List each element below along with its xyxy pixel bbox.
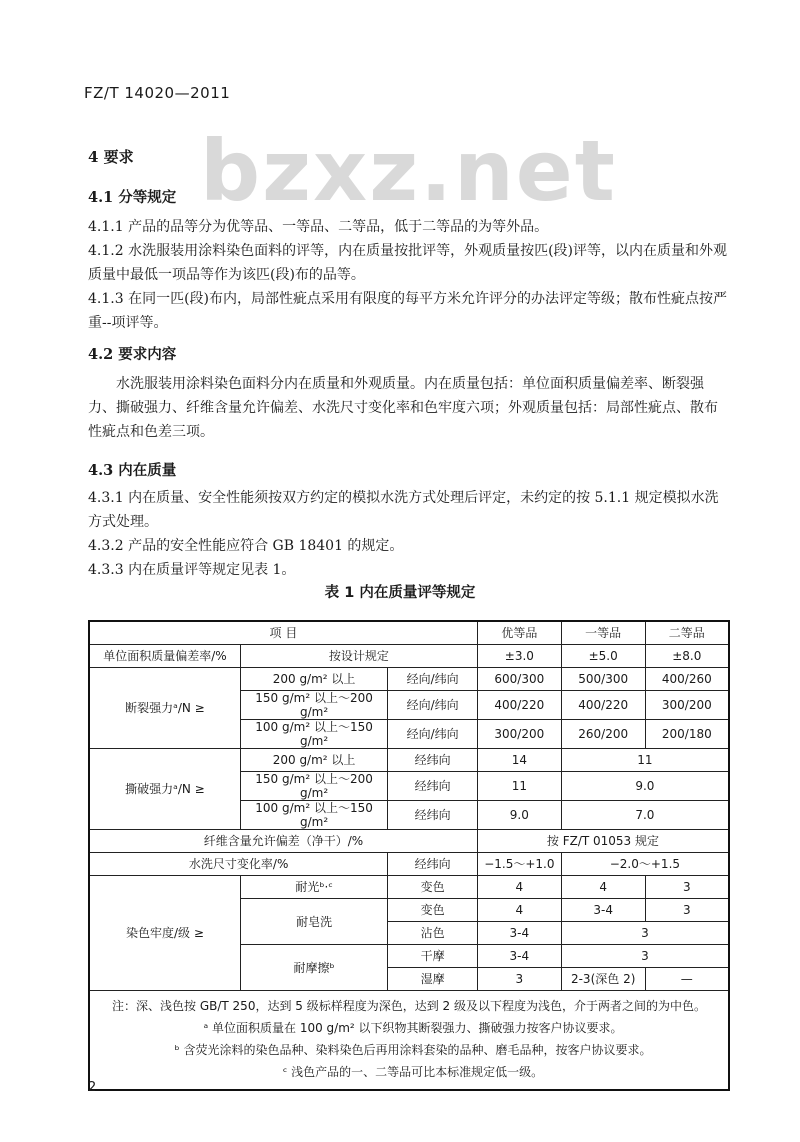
label-mass-deviation: 单位面积质量偏差率/% xyxy=(89,645,240,668)
table-row-mass xyxy=(89,645,729,668)
table-notes-row xyxy=(89,991,729,1091)
table-notes xyxy=(89,991,729,1091)
clause-4-3-2: 4.3.2 产品的安全性能应符合 GB 18401 的规定。 xyxy=(88,538,404,554)
watermark: bzxz.net xyxy=(200,122,617,220)
section-4-heading: 4 要求 xyxy=(88,148,134,166)
weight-range: 150 g/m² 以上～200 g/m² xyxy=(240,691,387,720)
table-cell: 400/220 xyxy=(561,691,645,720)
table-header-row xyxy=(89,621,729,645)
note-b: ᵇ 含荧光涂料的染色品种、染料染色后再用涂料套染的品种、磨毛品种，按客户协议要求。 xyxy=(174,1043,652,1057)
fiber-standard: 按 FZ/T 01053 规定 xyxy=(477,830,729,853)
header-grade-second: 二等品 xyxy=(645,621,729,645)
fastness-light: 耐光ᵇ·ᶜ xyxy=(240,876,387,899)
table-cell: ±3.0 xyxy=(477,645,561,668)
header-grade-first: 一等品 xyxy=(561,621,645,645)
table-cell: 3 xyxy=(645,876,729,899)
table-cell: 600/300 xyxy=(477,668,561,691)
fastness-soap: 耐皂洗 xyxy=(240,899,387,945)
table-row-break-1 xyxy=(89,668,729,691)
label-color-fastness: 染色牢度/级 ≥ xyxy=(89,876,240,991)
label-fiber-content: 纤维含量允许偏差（净干）/% xyxy=(89,830,477,853)
page-number: 2 xyxy=(88,1080,97,1095)
direction: 经向/纬向 xyxy=(388,668,478,691)
table-cell: 3-4 xyxy=(477,922,561,945)
table-cell: 2-3(深色 2) xyxy=(561,968,645,991)
table-cell: — xyxy=(645,968,729,991)
section-4-3-heading: 4.3 内在质量 xyxy=(88,462,177,479)
table-cell: 300/200 xyxy=(645,691,729,720)
table-cell: 9.0 xyxy=(477,801,561,830)
fastness-rub: 耐摩擦ᵇ xyxy=(240,945,387,991)
weight-range: 200 g/m² 以上 xyxy=(240,749,387,772)
clause-4-2: 水洗服装用涂料染色面料分内在质量和外观质量。内在质量包括：单位面积质量偏差率、断裂强力、撕破强力、纤维含量允许偏差、水洗尺寸变化率和色牢度六项；外观质量包括：局部性疵点、散布性疵点和色差三项。 xyxy=(88,376,718,440)
clause-4-3-3: 4.3.3 内在质量评等规定见表 1。 xyxy=(88,562,296,578)
note-general: 注：深、浅色按 GB/T 250，达到 5 级标样程度为深色，达到 2 级及以下程度为浅色，介于两者之间的为中色。 xyxy=(112,999,706,1013)
clause-4-1-2: 4.1.2 水洗服装用涂料染色面料的评等，内在质量按批评等，外观质量按匹(段)评等，以内在质量和外观质量中最低一项品等作为该匹(段)布的品等。 xyxy=(88,243,727,283)
fastness-type: 湿摩 xyxy=(388,968,478,991)
table-cell: 3 xyxy=(645,899,729,922)
table-cell: 9.0 xyxy=(561,772,729,801)
clause-4-1-3: 4.1.3 在同一匹(段)布内，局部性疵点采用有限度的每平方米允许评分的办法评定等级；散布性疵点按严重--项评等。 xyxy=(88,291,727,331)
table-cell: 500/300 xyxy=(561,668,645,691)
direction: 经向/纬向 xyxy=(388,720,478,749)
table-row-wash xyxy=(89,853,729,876)
fastness-type: 干摩 xyxy=(388,945,478,968)
weight-range: 200 g/m² 以上 xyxy=(240,668,387,691)
weight-range: 100 g/m² 以上～150 g/m² xyxy=(240,801,387,830)
table-caption: 表 1 内在质量评等规定 xyxy=(324,585,476,601)
table-cell: −1.5～+1.0 xyxy=(477,853,561,876)
table-cell: 260/200 xyxy=(561,720,645,749)
fastness-type: 沾色 xyxy=(388,922,478,945)
label-wash-dimension: 水洗尺寸变化率/% xyxy=(89,853,388,876)
table-cell: 200/180 xyxy=(645,720,729,749)
table-cell: 3-4 xyxy=(561,899,645,922)
table-cell: 11 xyxy=(477,772,561,801)
table-cell: 4 xyxy=(561,876,645,899)
table-cell: ±8.0 xyxy=(645,645,729,668)
table-cell: 4 xyxy=(477,876,561,899)
table-row-light xyxy=(89,876,729,899)
direction: 经纬向 xyxy=(388,853,478,876)
label-tear-strength: 撕破强力ᵃ/N ≥ xyxy=(89,749,240,830)
note-a: ᵃ 单位面积质量在 100 g/m² 以下织物其断裂强力、撕破强力按客户协议要求。 xyxy=(203,1021,623,1035)
table-cell: 400/260 xyxy=(645,668,729,691)
label-breaking-strength: 断裂强力ᵃ/N ≥ xyxy=(89,668,240,749)
table-cell: 300/200 xyxy=(477,720,561,749)
note-c: ᶜ 浅色产品的一、二等品可比本标准规定低一级。 xyxy=(282,1065,544,1079)
table-cell: 11 xyxy=(561,749,729,772)
table-cell: 14 xyxy=(477,749,561,772)
clause-4-1-1: 4.1.1 产品的品等分为优等品、一等品、二等品，低于二等品的为等外品。 xyxy=(88,219,549,235)
table-cell: 4 xyxy=(477,899,561,922)
direction: 经纬向 xyxy=(388,801,478,830)
mass-design: 按设计规定 xyxy=(240,645,477,668)
direction: 经向/纬向 xyxy=(388,691,478,720)
table-cell: 3-4 xyxy=(477,945,561,968)
table-cell: 3 xyxy=(561,922,729,945)
table-cell: 7.0 xyxy=(561,801,729,830)
header-grade-superior: 优等品 xyxy=(477,621,561,645)
section-4-1-heading: 4.1 分等规定 xyxy=(88,189,177,206)
direction: 经纬向 xyxy=(388,772,478,801)
fastness-type: 变色 xyxy=(388,899,478,922)
direction: 经纬向 xyxy=(388,749,478,772)
table-cell: 3 xyxy=(561,945,729,968)
section-4-2-heading: 4.2 要求内容 xyxy=(88,346,177,363)
table-row-tear-1 xyxy=(89,749,729,772)
table-cell: ±5.0 xyxy=(561,645,645,668)
weight-range: 100 g/m² 以上～150 g/m² xyxy=(240,720,387,749)
table-row-fiber xyxy=(89,830,729,853)
clause-4-3-1: 4.3.1 内在质量、安全性能须按双方约定的模拟水洗方式处理后评定，未约定的按 5.1.1 规定模拟水洗方式处理。 xyxy=(88,490,719,530)
document-header: FZ/T 14020—2011 xyxy=(84,84,231,102)
table-cell: 400/220 xyxy=(477,691,561,720)
fastness-type: 变色 xyxy=(388,876,478,899)
weight-range: 150 g/m² 以上～200 g/m² xyxy=(240,772,387,801)
header-item: 项 目 xyxy=(89,621,477,645)
table-cell: 3 xyxy=(477,968,561,991)
quality-grading-table xyxy=(88,620,730,1091)
table-cell: −2.0～+1.5 xyxy=(561,853,729,876)
